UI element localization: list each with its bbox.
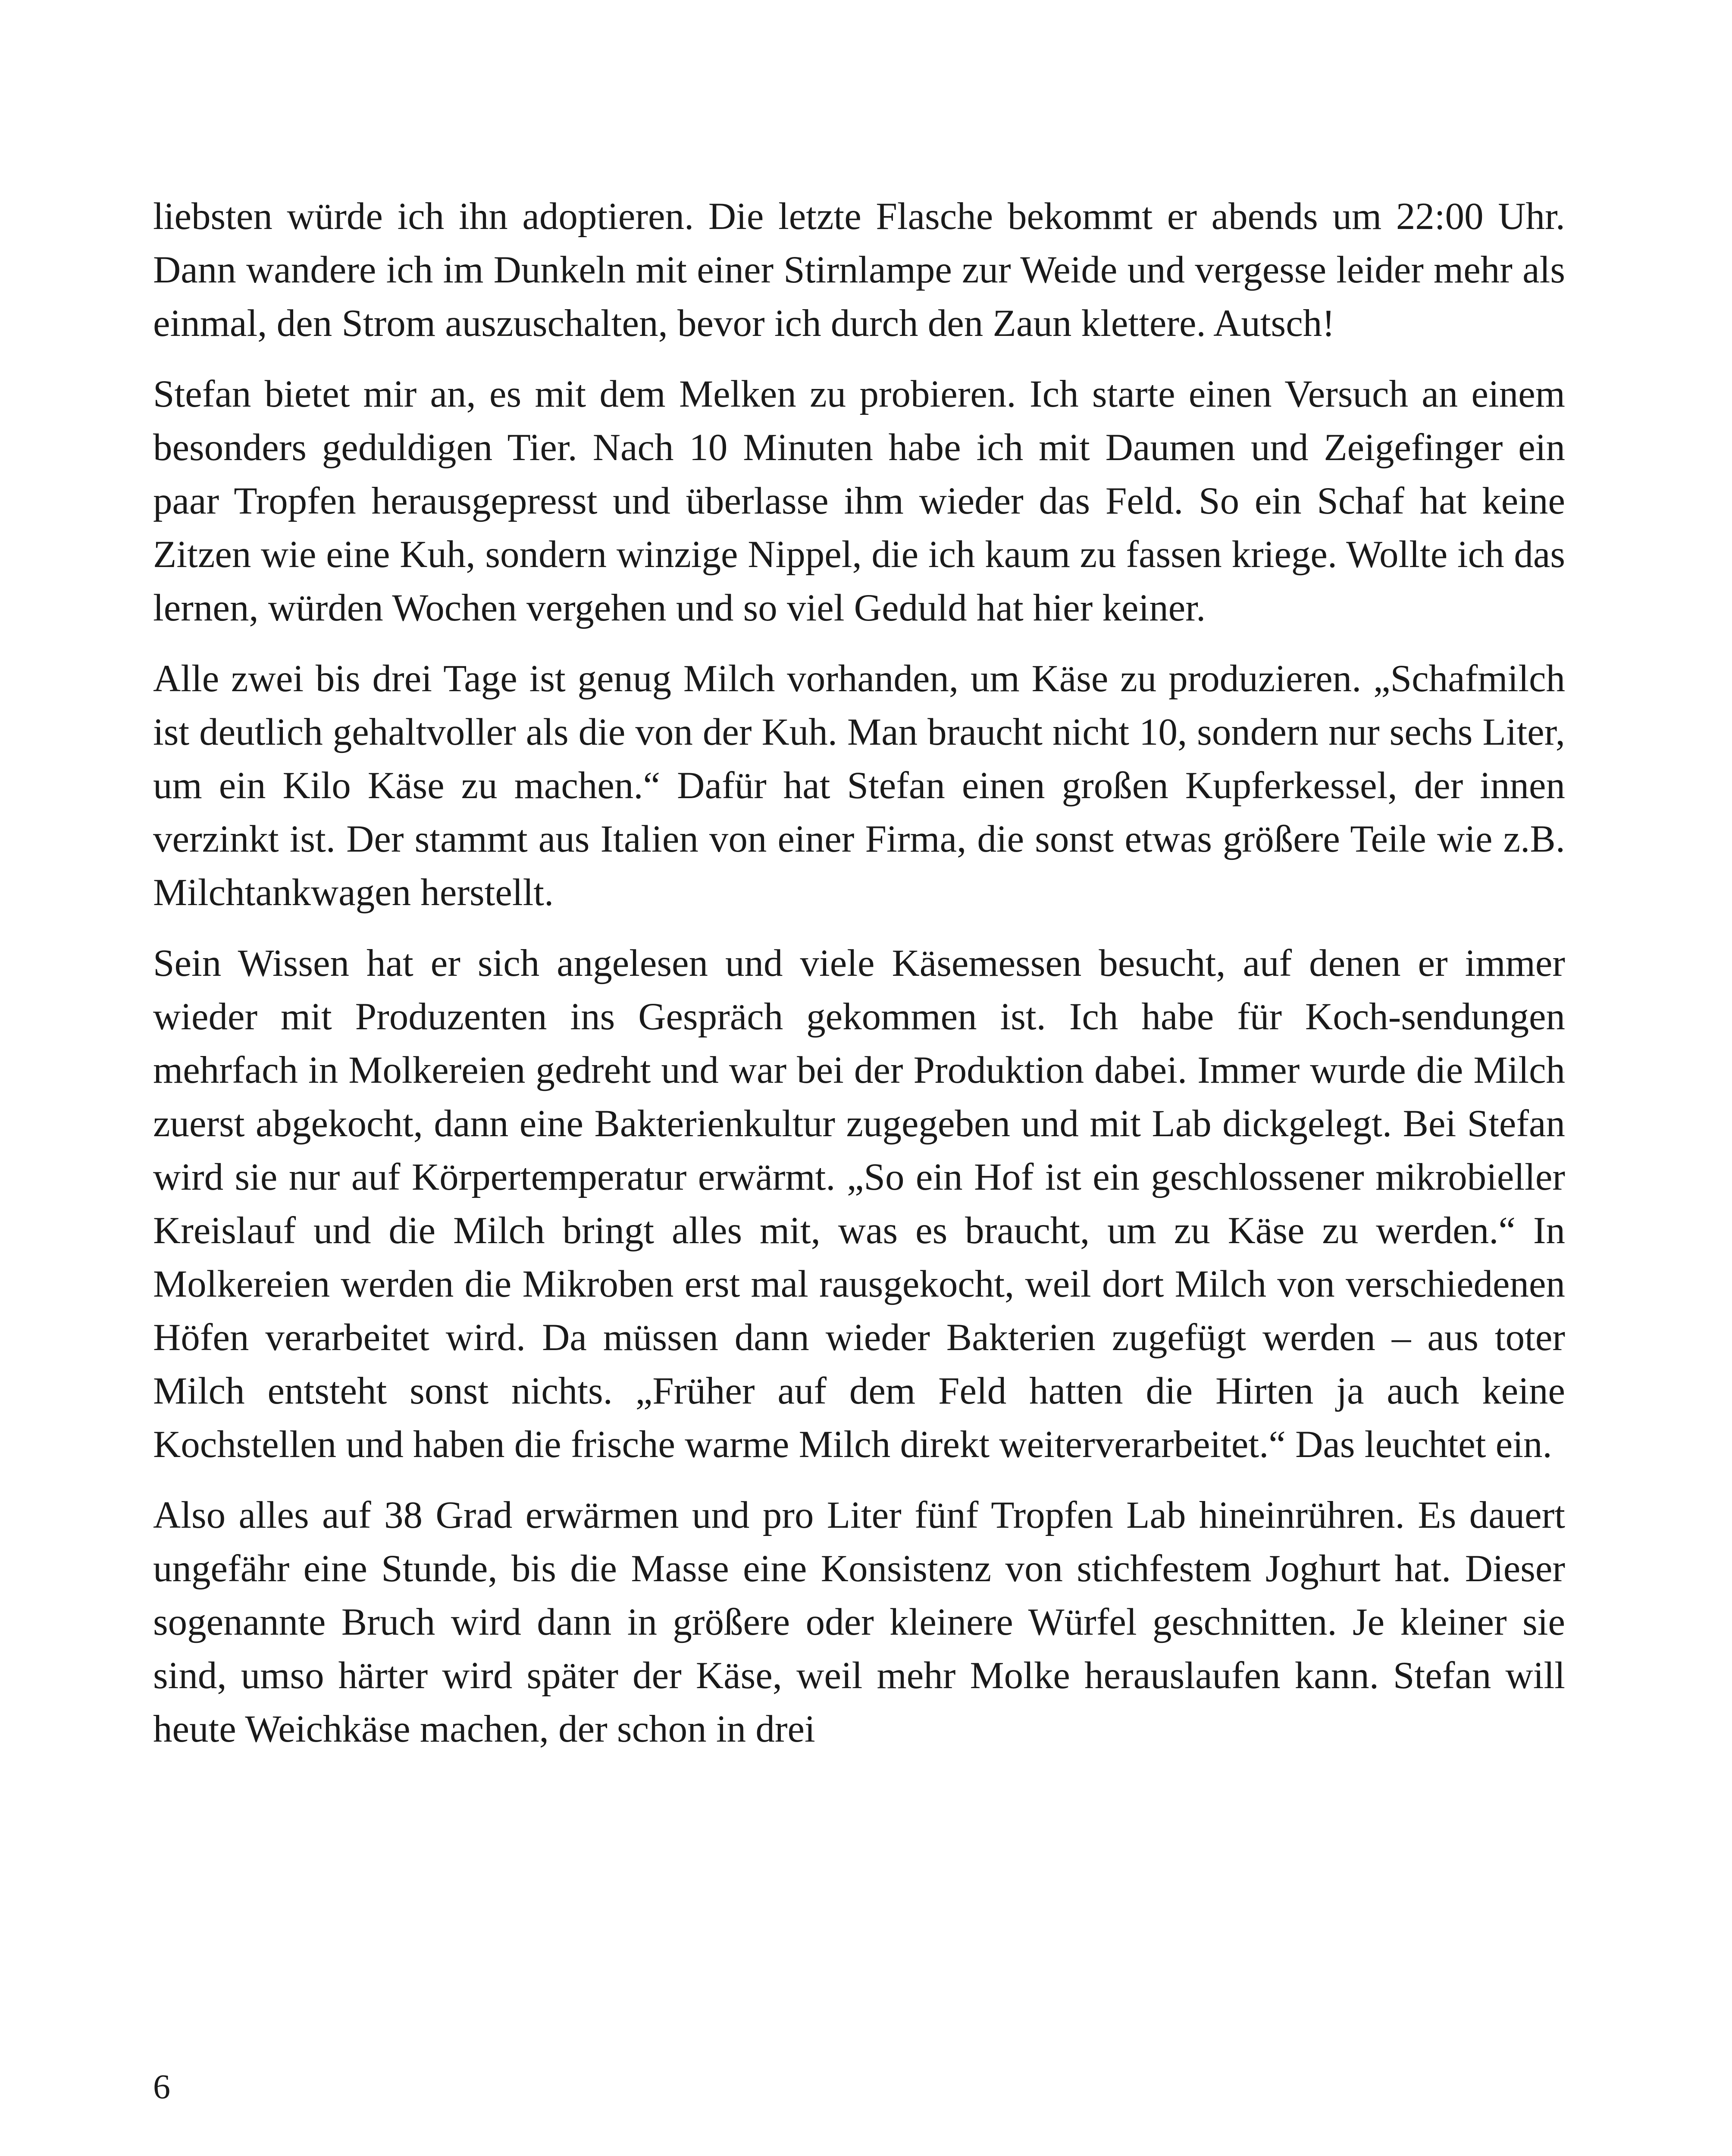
page-number: 6 (153, 2068, 170, 2106)
paragraph-4: Sein Wissen hat er sich angelesen und viele Käsemessen besucht, auf denen er immer wieder mit Produzenten ins Gespräch gekommen ist. Ich habe für Koch-sendungen mehrfach in Molkereien gedreht und war bei der Produktion dabei. Immer wurde die Milch zuerst abgekocht, dann eine Bakterienkultur zugegeben und mit Lab dickgelegt. Bei Stefan wird sie nur auf Körpertemperatur erwärmt. „So ein Hof ist ein geschlossener mikrobieller Kreislauf und die Milch bringt alles mit, was es braucht, um zu Käse zu werden.“ In Molkereien werden die Mikroben erst mal rausgekocht, weil dort Milch von verschiedenen Höfen verarbeitet wird. Da müssen dann wieder Bakterien zugefügt werden – aus toter Milch entsteht sonst nichts. „Früher auf dem Feld hatten die Hirten ja auch keine Kochstellen und haben die frische warme Milch direkt weiterverarbeitet.“ Das leuchtet ein. (153, 942, 1565, 1466)
paragraph-2: Stefan bietet mir an, es mit dem Melken zu probieren. Ich starte einen Versuch an einem besonders geduldigen Tier. Nach 10 Minuten habe ich mit Daumen und Zeigefinger ein paar Tropfen herausgepresst und überlasse ihm wieder das Feld. So ein Schaf hat keine Zitzen wie eine Kuh, sondern winzige Nippel, die ich kaum zu fassen kriege. Wollte ich das lernen, würden Wochen vergehen und so viel Geduld hat hier keiner. (153, 373, 1565, 629)
body-text (153, 190, 1565, 1773)
paragraph-5: Also alles auf 38 Grad erwärmen und pro Liter fünf Tropfen Lab hineinrühren. Es dauert ungefähr eine Stunde, bis die Masse eine Konsistenz von stichfestem Joghurt hat. Dieser sogenannte Bruch wird dann in größere oder kleinere Würfel geschnitten. Je kleiner sie sind, umso härter wird später der Käse, weil mehr Molke herauslaufen kann. Stefan will heute Weichkäse machen, der schon in drei (153, 1494, 1565, 1750)
paragraph-1: liebsten würde ich ihn adoptieren. Die letzte Flasche bekommt er abends um 22:00 Uhr. Dann wandere ich im Dunkeln mit einer Stirnlampe zur Weide und vergesse leider mehr als einmal, den Strom auszuschalten, bevor ich durch den Zaun klettere. Autsch! (153, 195, 1565, 345)
paragraph-3: Alle zwei bis drei Tage ist genug Milch vorhanden, um Käse zu produzieren. „Schafmilch ist deutlich gehaltvoller als die von der Kuh. Man braucht nicht 10, sondern nur sechs Liter, um ein Kilo Käse zu machen.“ Dafür hat Stefan einen großen Kupferkessel, der innen verzinkt ist. Der stammt aus Italien von einer Firma, die sonst etwas größere Teile wie z.B. Milchtankwagen herstellt. (153, 658, 1565, 914)
